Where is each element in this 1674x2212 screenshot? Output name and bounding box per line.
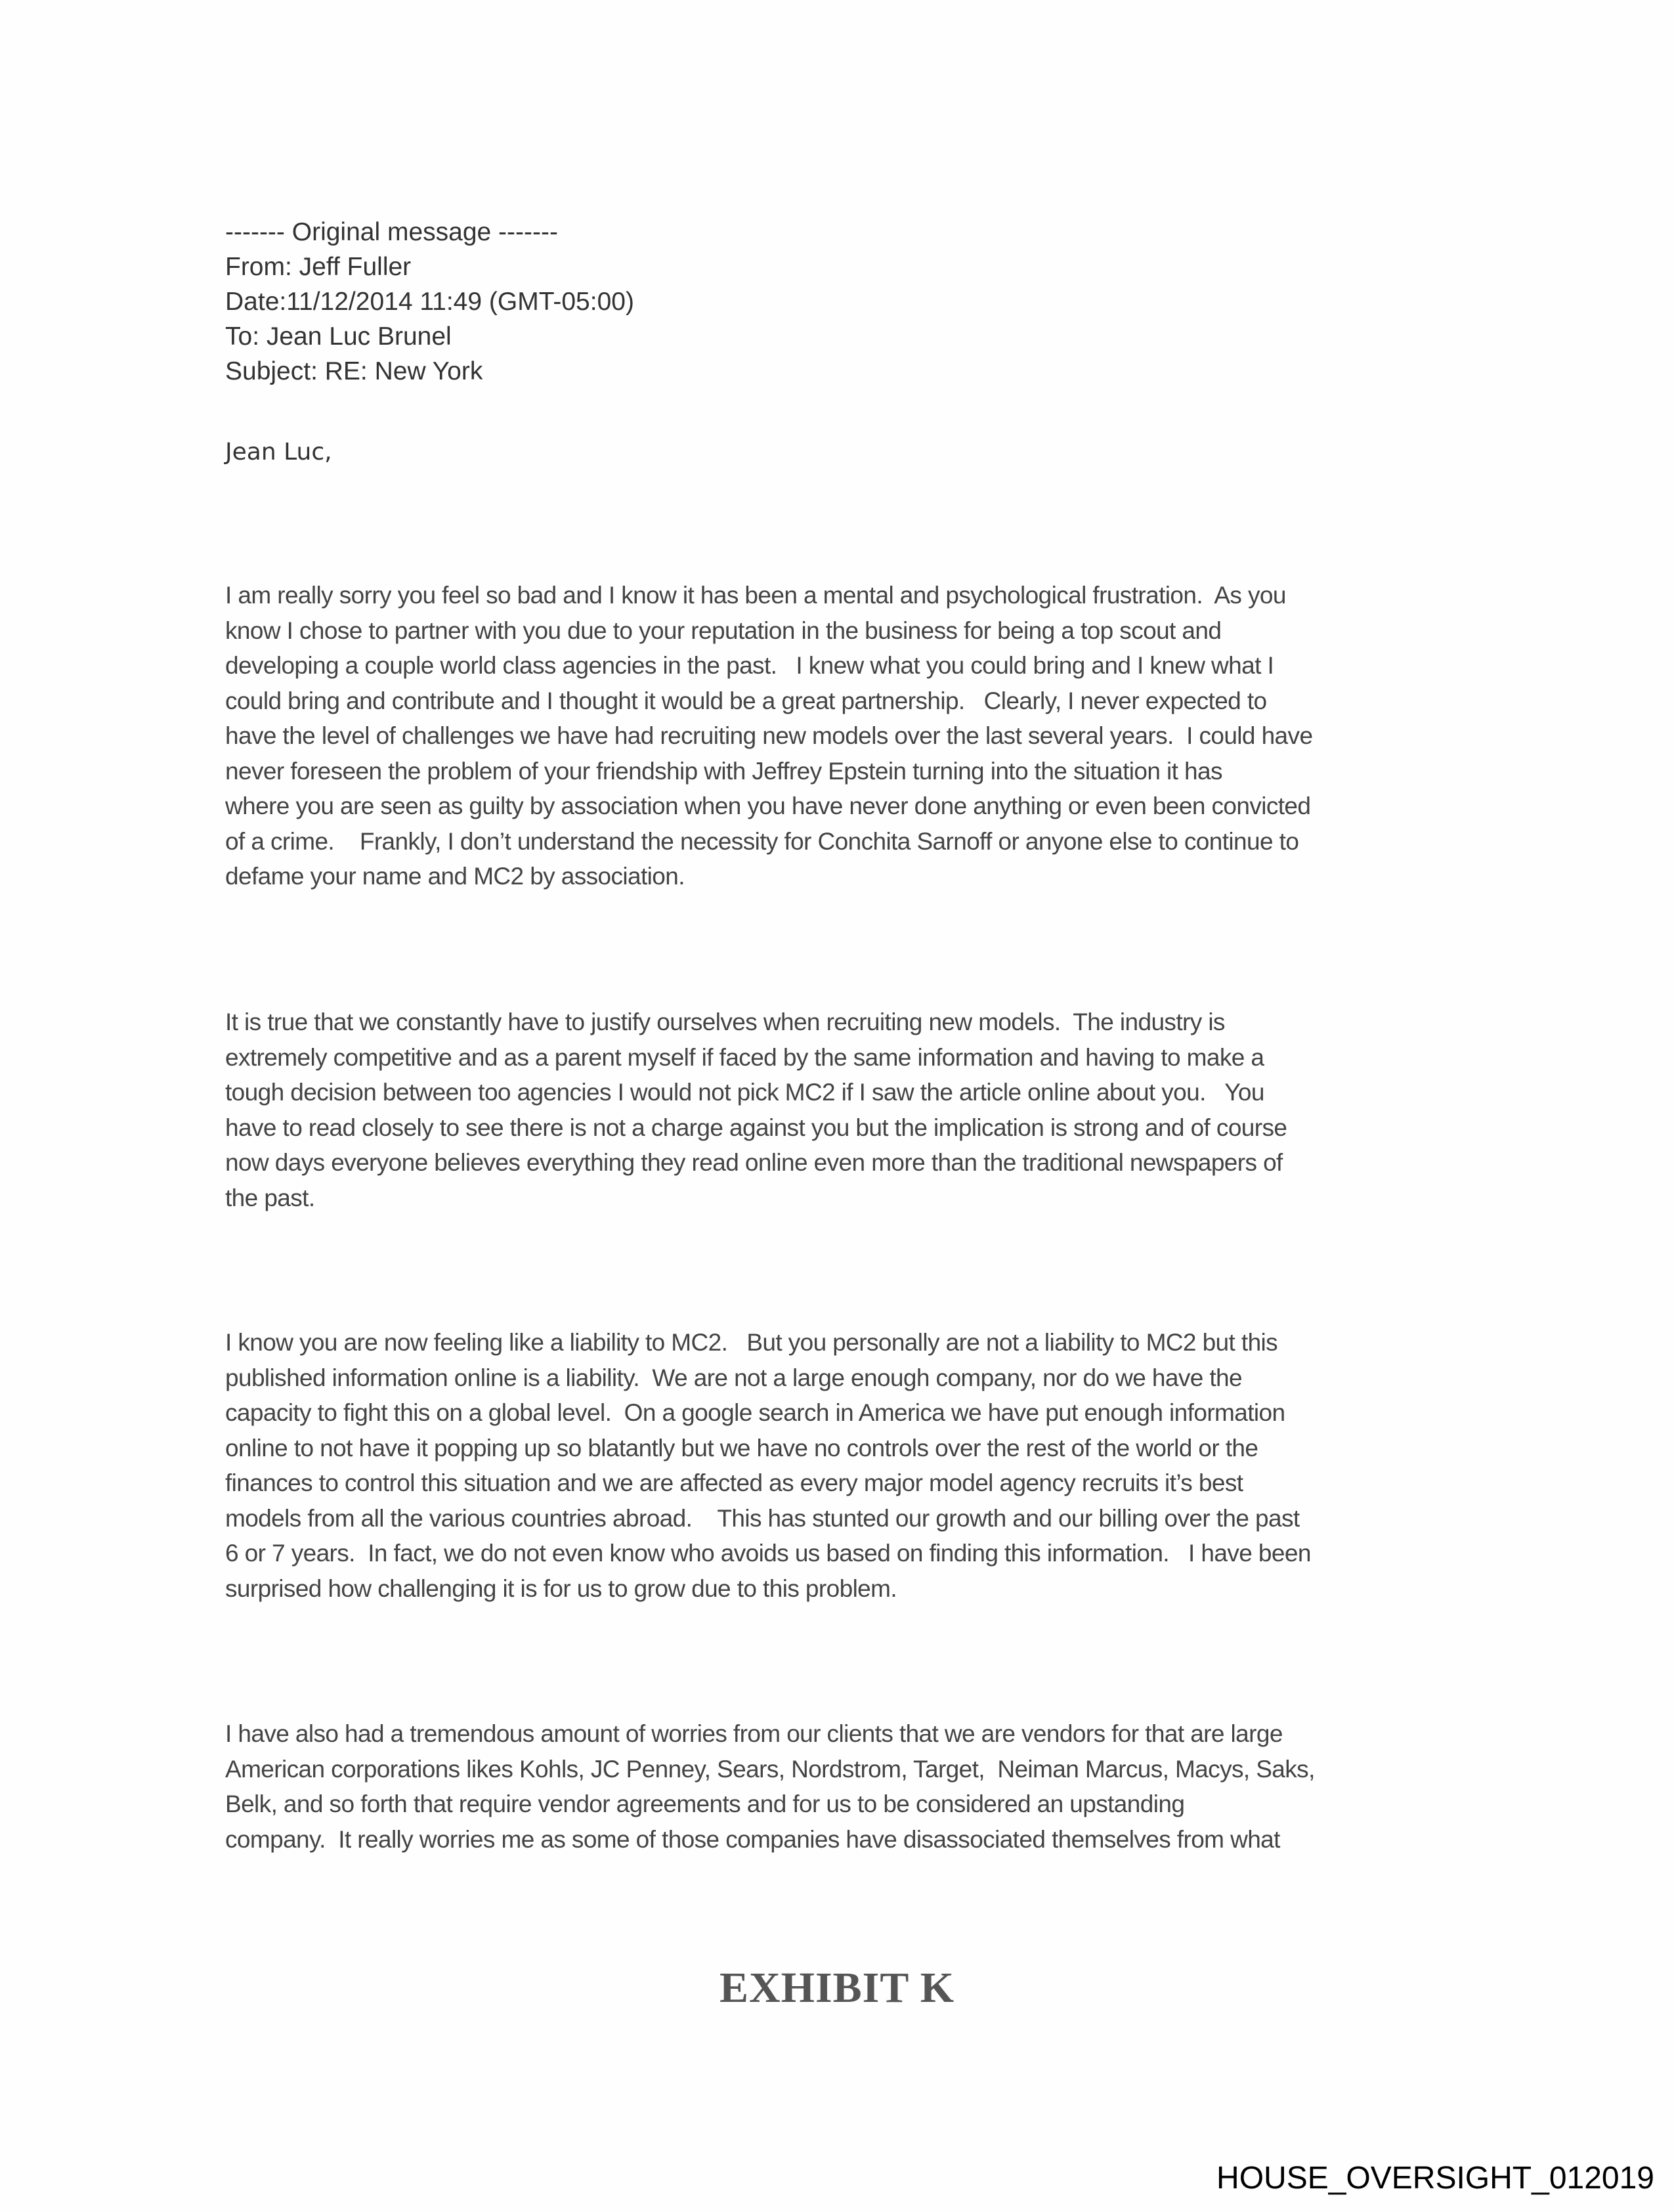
text-line: now days everyone believes everything they read online even more than the traditional newspapers of <box>225 1149 1283 1176</box>
email-header <box>225 215 634 389</box>
text-line: the past. <box>225 1184 315 1211</box>
text-line: I am really sorry you feel so bad and I know it has been a mental and psychological frustration. As you <box>225 582 1286 609</box>
text-line: have to read closely to see there is not a charge against you but the implication is strong and of course <box>225 1114 1287 1141</box>
text-line: have the level of challenges we have had recruiting new models over the last several years. I could have <box>225 722 1313 749</box>
text-line: extremely competitive and as a parent myself if faced by the same information and having to make a <box>225 1043 1264 1071</box>
original-message-separator: ------- Original message ------- <box>225 218 558 246</box>
text-line: developing a couple world class agencies in the past. I knew what you could bring and I knew what I <box>225 652 1274 679</box>
paragraph-3 <box>225 1325 1311 1606</box>
text-line: I know you are now feeling like a liability to MC2. But you personally are not a liability to MC2 but this <box>225 1329 1278 1356</box>
text-line: It is true that we constantly have to justify ourselves when recruiting new models. The industry is <box>225 1008 1225 1035</box>
email-to: To: Jean Luc Brunel <box>225 322 452 351</box>
email-from: From: Jeff Fuller <box>225 253 412 281</box>
text-line: could bring and contribute and I thought it would be a great partnership. Clearly, I never expected to <box>225 687 1267 714</box>
greeting: Jean Luc, <box>225 439 332 466</box>
text-line: company. It really worries me as some of those companies have disassociated themselves from what <box>225 1825 1280 1853</box>
exhibit-label: EXHIBIT K <box>719 1964 955 2012</box>
paragraph-4 <box>225 1716 1315 1857</box>
text-line: I have also had a tremendous amount of worries from our clients that we are vendors for that are large <box>225 1720 1283 1747</box>
text-line: capacity to fight this on a global level. On a google search in America we have put enough information <box>225 1399 1285 1426</box>
email-subject: Subject: RE: New York <box>225 357 483 385</box>
text-line: 6 or 7 years. In fact, we do not even know who avoids us based on finding this information. I have been <box>225 1540 1311 1567</box>
text-line: models from all the various countries abroad. This has stunted our growth and our billing over the past <box>225 1504 1300 1532</box>
bates-number: HOUSE_OVERSIGHT_012019 <box>1216 2161 1654 2196</box>
text-line: defame your name and MC2 by association. <box>225 863 685 890</box>
text-line: online to not have it popping up so blatantly but we have no controls over the rest of the world or the <box>225 1434 1258 1462</box>
text-line: tough decision between too agencies I would not pick MC2 if I saw the article online about you. You <box>225 1079 1264 1106</box>
text-line: of a crime. Frankly, I don’t understand the necessity for Conchita Sarnoff or anyone else to continue to <box>225 827 1299 855</box>
text-line: know I chose to partner with you due to your reputation in the business for being a top scout and <box>225 617 1222 644</box>
email-date: Date:11/12/2014 11:49 (GMT-05:00) <box>225 288 634 316</box>
text-line: where you are seen as guilty by association when you have never done anything or even been convicted <box>225 792 1311 819</box>
text-line: American corporations likes Kohls, JC Penney, Sears, Nordstrom, Target, Neiman Marcus, Macys, Saks, <box>225 1755 1315 1783</box>
text-line: surprised how challenging it is for us to grow due to this problem. <box>225 1574 897 1602</box>
text-line: Belk, and so forth that require vendor agreements and for us to be considered an upstanding <box>225 1790 1185 1817</box>
text-line: never foreseen the problem of your friendship with Jeffrey Epstein turning into the situation it has <box>225 757 1222 785</box>
paragraph-2 <box>225 1005 1287 1215</box>
text-line: finances to control this situation and we are affected as every major model agency recruits it’s best <box>225 1469 1243 1496</box>
text-line: published information online is a liability. We are not a large enough company, nor do we have the <box>225 1364 1243 1391</box>
paragraph-1 <box>225 578 1312 894</box>
